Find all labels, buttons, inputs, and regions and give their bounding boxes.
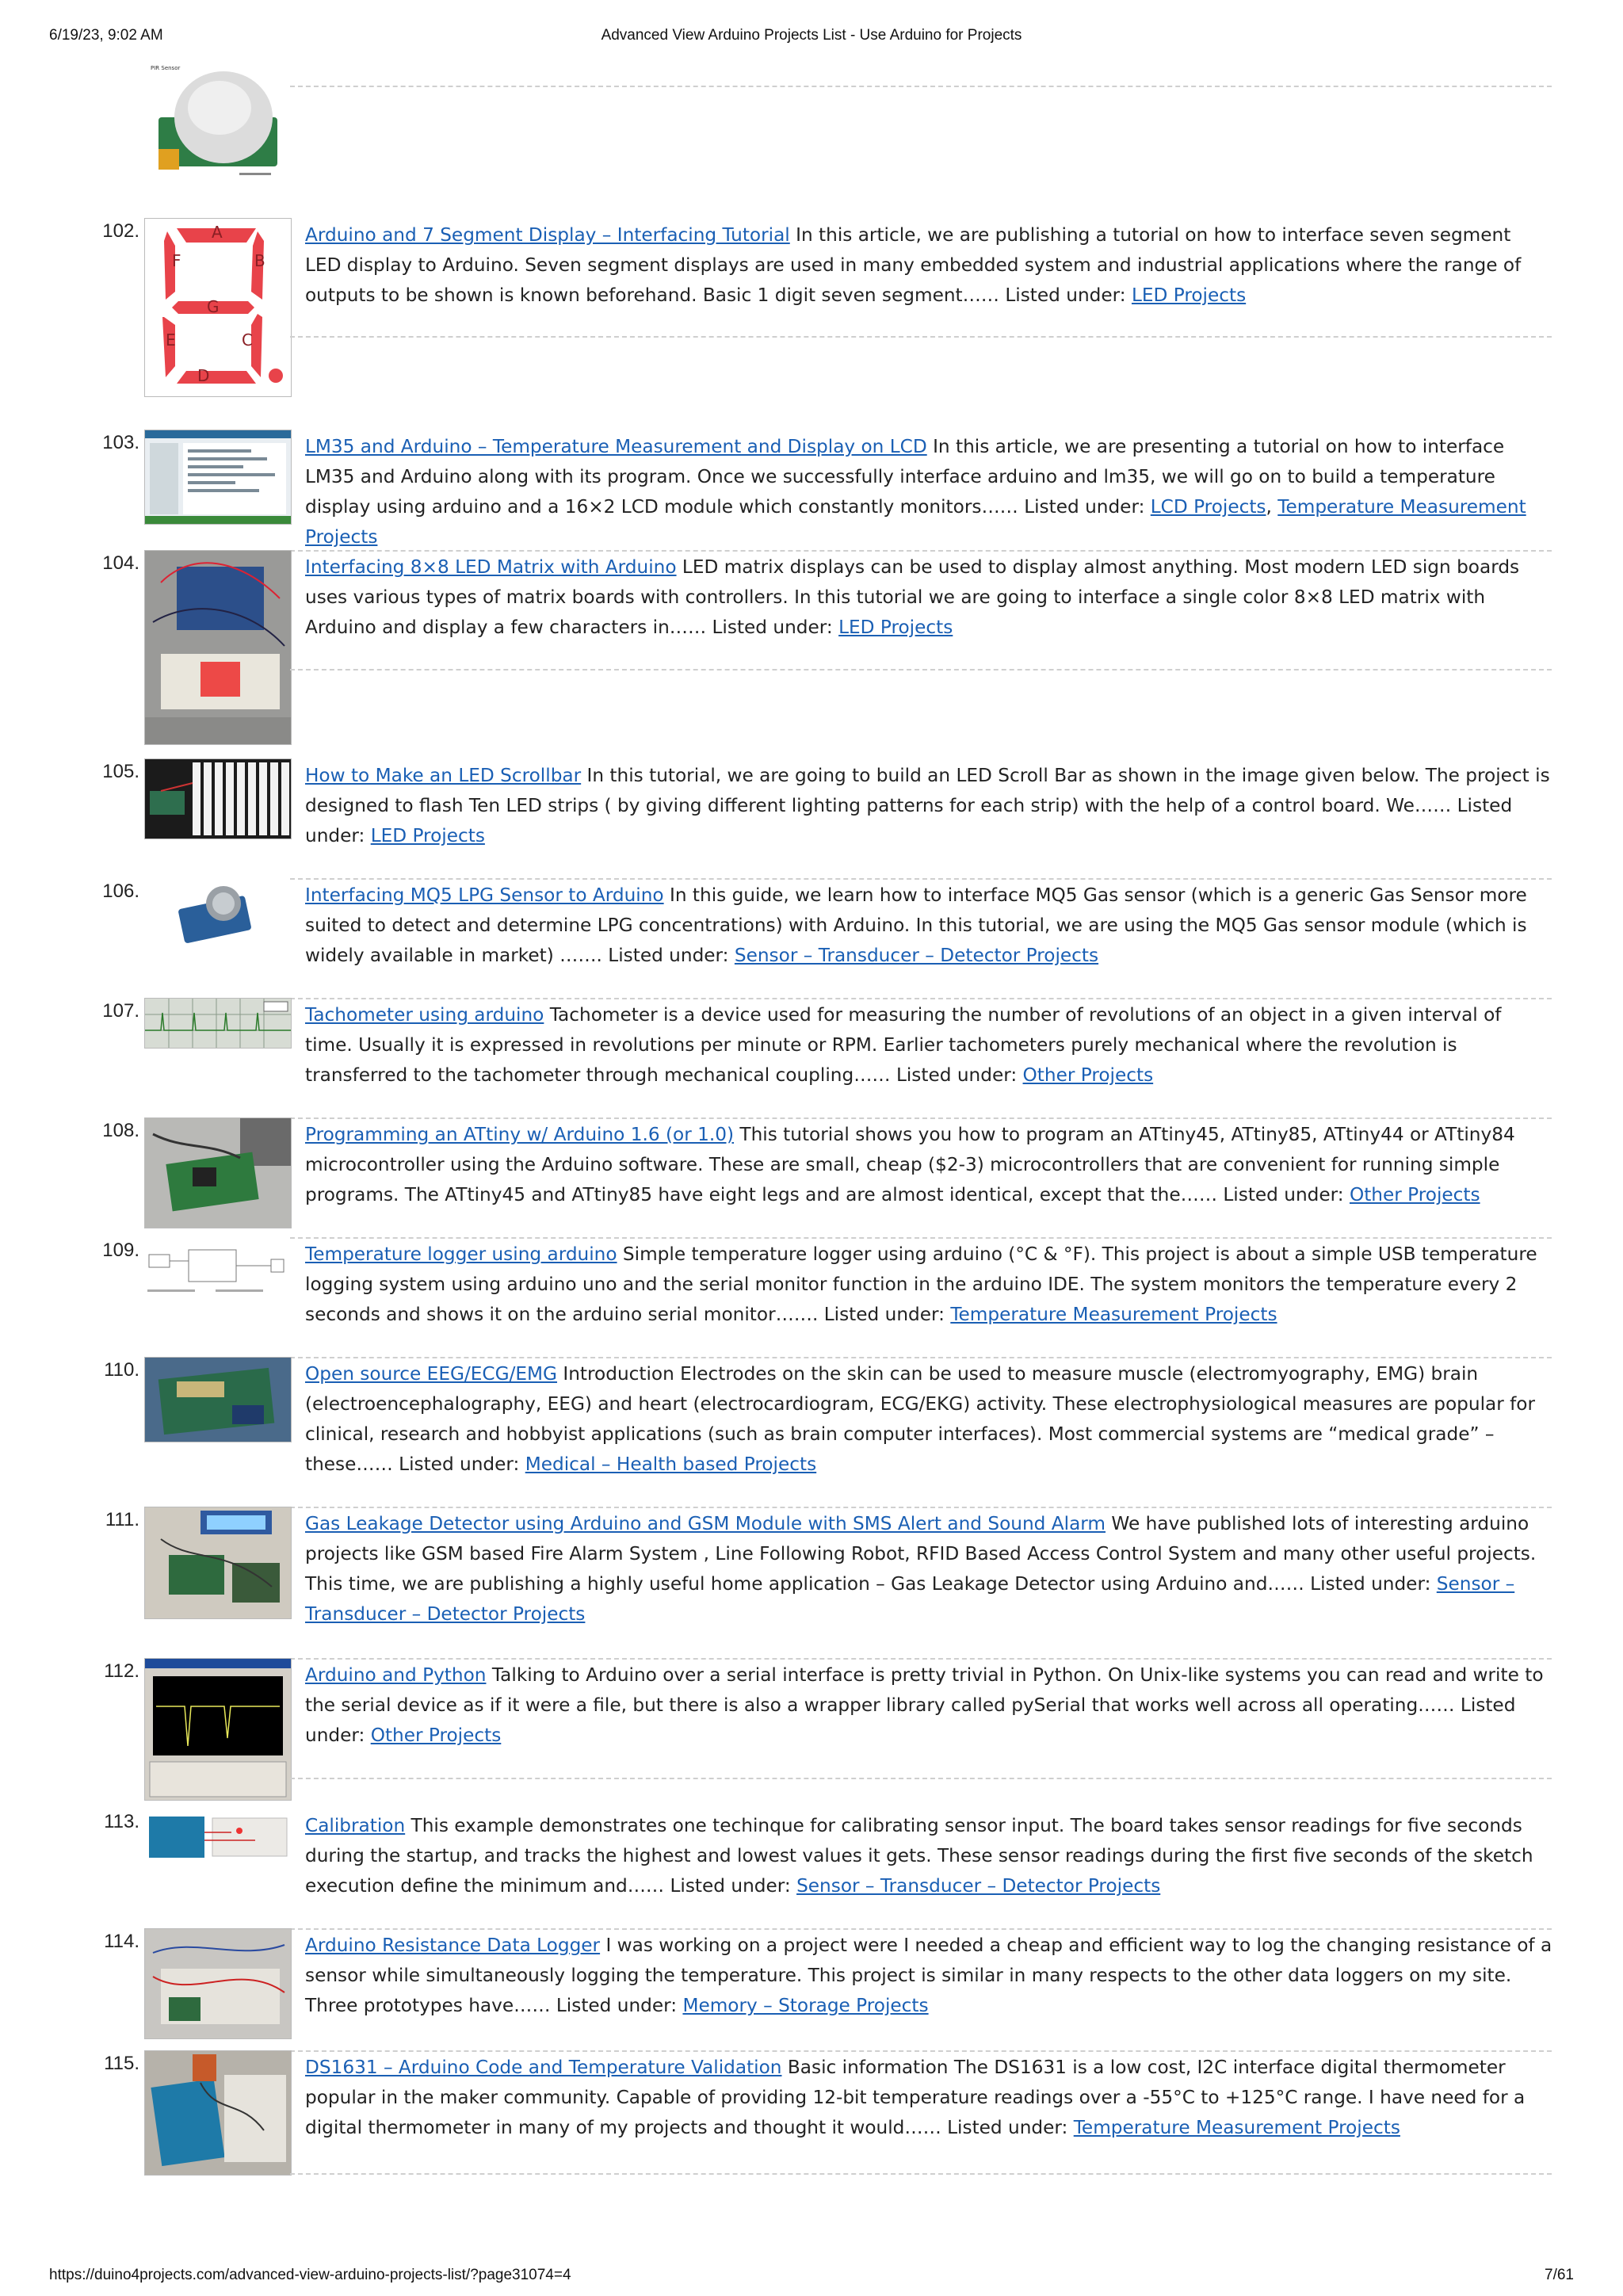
seg-label-f: F — [172, 251, 181, 270]
category-link[interactable]: Other Projects — [370, 1725, 502, 1746]
item-title-link[interactable]: Arduino and 7 Segment Display – Interfacing Tutorial — [305, 224, 790, 246]
seg-label-b: B — [254, 251, 265, 270]
category-link[interactable]: Memory – Storage Projects — [682, 1995, 929, 2016]
print-page-title: Advanced View Arduino Projects List - Use Arduino for Projects — [601, 27, 1022, 44]
ds1631-thumbnail[interactable] — [144, 2050, 292, 2176]
separator — [290, 2050, 1552, 2052]
item-title-link[interactable]: Programming an ATtiny w/ Arduino 1.6 (or 1.0) — [305, 1124, 735, 1145]
calibration-thumbnail[interactable] — [144, 1809, 290, 1866]
category-link[interactable]: Other Projects — [1349, 1184, 1480, 1205]
item-number: 113. — [104, 1811, 139, 1832]
item-number: 110. — [104, 1359, 139, 1381]
resistance-logger-thumbnail[interactable] — [144, 1928, 292, 2039]
item-description: Programming an ATtiny w/ Arduino 1.6 (or 1.0) This tutorial shows you how to program an ATtiny45, ATtiny85, ATtiny44 or ATtiny84 microcontroller using the Arduino software. These are small, cheap ($2-3) microcontrollers that are convenient for running simple programs. The ATtiny45 and ATtiny85 have eight legs and are almost identical, except that the…… Listed under: Other Projects — [305, 1124, 1515, 1205]
category-link[interactable]: Temperature Measurement Projects — [1073, 2117, 1400, 2138]
item-description: Arduino and Python Talking to Arduino over a serial interface is pretty trivial in Python. On Unix-like systems you can read and write to the serial device as if it were a file, but there is also a wrapper library called pySerial that works well across all operating…… Listed under: Other Projects — [305, 1664, 1544, 1746]
seg-label-c: C — [242, 330, 253, 350]
item-description: Gas Leakage Detector using Arduino and GSM Module with SMS Alert and Sound Alarm We have published lots of interesting arduino projects like GSM based Fire Alarm System , Line Following Robot, RFID Based Access Control System and many other useful projects. This time, we are publishing a highly useful home application – Gas Leakage Detector using Arduino and…… Listed under: Sensor – Transducer – Detector Projects — [305, 1513, 1537, 1625]
seg-label-g: G — [207, 297, 220, 316]
separator — [290, 2173, 1552, 2175]
tachometer-thumbnail[interactable] — [144, 998, 292, 1049]
category-link[interactable]: LED Projects — [1131, 285, 1247, 306]
item-title-link[interactable]: Interfacing MQ5 LPG Sensor to Arduino — [305, 884, 664, 906]
item-description: Interfacing 8×8 LED Matrix with Arduino LED matrix displays can be used to display almost anything. Most modern LED sign boards uses various types of matrix boards with controllers. In this tutorial we are going to interface a single color 8×8 LED matrix with Arduino and display a few characters in…… Listed under: LED Projects — [305, 556, 1520, 638]
category-link[interactable]: Other Projects — [1022, 1064, 1154, 1086]
item-title-link[interactable]: Interfacing 8×8 LED Matrix with Arduino — [305, 556, 677, 578]
item-number: 111. — [105, 1509, 139, 1530]
item-description: Calibration This example demonstrates one techinque for calibrating sensor input. The board takes sensor readings for five seconds during the startup, and tracks the highest and lowest values it gets. These sensor readings during the first five seconds of the sketch execution define the minimum and…… Listed under: Sensor – Transducer – Detector Projects — [305, 1815, 1533, 1897]
separator — [290, 669, 1552, 670]
item-description: LM35 and Arduino – Temperature Measurement and Display on LCD In this article, we are presenting a tutorial on how to interface LM35 and Arduino along with its program. Once we successfully interface arduino and lm35, we will go on to build a temperature display using arduino and a 16×2 LCD module which constantly monitors…… Listed under: LCD Projects, Temperature Measurement Projects — [305, 436, 1526, 548]
category-link[interactable]: Temperature Measurement Projects — [950, 1304, 1277, 1325]
item-description: Tachometer using arduino Tachometer is a device used for measuring the number of revolutions of an object in a given interval of time. Usually it is expressed in revolutions per minute or RPM. Earlier tachometers purely mechanical where the revolution is transferred to the tachometer through mechanical coupling…… Listed under: Other Projects — [305, 1004, 1502, 1086]
item-title-link[interactable]: Calibration — [305, 1815, 406, 1836]
item-number: 105. — [102, 761, 139, 782]
item-title-link[interactable]: Temperature logger using arduino — [305, 1244, 617, 1265]
item-description: Open source EEG/ECG/EMG Introduction Electrodes on the skin can be used to measure muscle (electromyography, EMG) brain (electroencephalography, EEG) and heart (electrocardiogram, ECG/EKG) activity. These electrophysiological measures are popular for clinical, research and hobbyist applications (such as brain computer interfaces). Most commercial systems are “medical grade” – these…… Listed under: Medical – Health based Projects — [305, 1363, 1536, 1475]
pir-sensor-thumbnail[interactable] — [144, 62, 290, 190]
seg-label-d: D — [197, 366, 210, 385]
lm35-thumbnail[interactable] — [144, 430, 292, 525]
item-description: DS1631 – Arduino Code and Temperature Validation Basic information The DS1631 is a low cost, I2C interface digital thermometer popular in the maker community. Capable of providing 12-bit temperature readings over a -55°C to +125°C range. I have need for a digital thermometer in many of my projects and thought it would…… Listed under: Temperature Measurement Projects — [305, 2057, 1526, 2138]
temp-logger-thumbnail[interactable] — [144, 1237, 290, 1301]
category-link[interactable]: LCD Projects — [1150, 496, 1266, 518]
seven-segment-thumbnail[interactable] — [144, 218, 292, 397]
item-number: 108. — [102, 1120, 139, 1141]
seg-label-e: E — [166, 330, 176, 350]
item-number: 106. — [102, 881, 139, 902]
item-title-link[interactable]: DS1631 – Arduino Code and Temperature Validation — [305, 2057, 782, 2078]
separator — [290, 1507, 1552, 1508]
separator — [290, 878, 1552, 880]
separator — [290, 1117, 1552, 1119]
print-datetime: 6/19/23, 9:02 AM — [49, 27, 163, 44]
item-title-link[interactable]: How to Make an LED Scrollbar — [305, 765, 582, 786]
category-link[interactable]: LED Projects — [370, 825, 485, 846]
item-description: How to Make an LED Scrollbar In this tutorial, we are going to build an LED Scroll Bar as shown in the image given below. The project is designed to flash Ten LED strips ( by giving different lighting patterns for each strip) with the help of a control board. We…… Listed under: LED Projects — [305, 765, 1550, 846]
python-plot-thumbnail[interactable] — [144, 1658, 292, 1801]
page-url: https://duino4projects.com/advanced-view-arduino-projects-list/?page31074=4 — [49, 2267, 571, 2283]
separator — [290, 86, 1552, 87]
item-number: 109. — [102, 1240, 139, 1261]
item-description: Arduino Resistance Data Logger I was working on a project were I needed a cheap and efficient way to log the changing resistance of a sensor while simultaneously logging the temperature. This project is similar in many respects to the other data loggers on my site. Three prototypes have…… Listed under: Memory – Storage Projects — [305, 1935, 1552, 2016]
mq5-sensor-thumbnail[interactable] — [144, 878, 290, 945]
category-link[interactable]: Sensor – Transducer – Detector Projects — [305, 1573, 1515, 1625]
separator — [290, 1658, 1552, 1660]
category-link[interactable]: Sensor – Transducer – Detector Projects — [796, 1875, 1161, 1897]
seg-label-a: A — [212, 223, 223, 242]
item-title-link[interactable]: Open source EEG/ECG/EMG — [305, 1363, 558, 1385]
eeg-thumbnail[interactable] — [144, 1357, 292, 1442]
category-link[interactable]: Temperature Measurement Projects — [305, 496, 1526, 548]
item-title-link[interactable]: Tachometer using arduino — [305, 1004, 544, 1026]
item-title-link[interactable]: Arduino and Python — [305, 1664, 487, 1686]
category-link[interactable]: Medical – Health based Projects — [525, 1454, 817, 1475]
attiny-thumbnail[interactable] — [144, 1117, 292, 1228]
item-description: Interfacing MQ5 LPG Sensor to Arduino In this guide, we learn how to interface MQ5 Gas sensor (which is a generic Gas Sensor more suited to detect and determine LPG concentrations) with Arduino. In this tutorial, we are using the MQ5 Gas sensor module (which is widely available in market) ……. Listed under: Sensor – Transducer – Detector Projects — [305, 884, 1527, 966]
separator — [290, 1778, 1552, 1779]
led-matrix-thumbnail[interactable] — [144, 550, 292, 745]
item-number: 112. — [104, 1660, 139, 1682]
separator — [290, 1357, 1552, 1358]
separator — [290, 550, 1552, 552]
category-link[interactable]: LED Projects — [838, 617, 953, 638]
item-title-link[interactable]: Arduino Resistance Data Logger — [305, 1935, 601, 1956]
gas-leakage-thumbnail[interactable] — [144, 1507, 292, 1619]
item-description: Temperature logger using arduino Simple temperature logger using arduino (°C & °F). This project is about a simple USB temperature logging system using arduino uno and the serial monitor function in the arduino IDE. The system monitors the temperature every 2 seconds and shows it on the arduino serial monitor……. Listed under: Temperature Measurement Projects — [305, 1244, 1537, 1325]
item-number: 103. — [102, 432, 139, 453]
led-scrollbar-thumbnail[interactable] — [144, 758, 292, 839]
separator — [290, 1928, 1552, 1930]
item-number: 107. — [102, 1000, 139, 1022]
item-number: 102. — [102, 220, 139, 242]
separator — [290, 1237, 1552, 1239]
item-number: 114. — [104, 1931, 139, 1952]
item-number: 104. — [102, 552, 139, 574]
category-link[interactable]: Sensor – Transducer – Detector Projects — [734, 945, 1099, 966]
thumb-caption: PIR Sensor — [151, 65, 181, 71]
page-number: 7/61 — [1545, 2267, 1574, 2283]
item-title-link[interactable]: Gas Leakage Detector using Arduino and GSM Module with SMS Alert and Sound Alarm — [305, 1513, 1106, 1534]
item-description: Arduino and 7 Segment Display – Interfacing Tutorial In this article, we are publishing a tutorial on how to interface seven segment LED display to Arduino. Seven segment displays are used in many embedded system and industrial applications where the range of outputs to be shown is known beforehand. Basic 1 digit seven segment…… Listed under: LED Projects — [305, 224, 1522, 306]
item-number: 115. — [104, 2053, 139, 2074]
separator — [290, 336, 1552, 338]
print-footer — [49, 2267, 1574, 2290]
item-title-link[interactable]: LM35 and Arduino – Temperature Measurement and Display on LCD — [305, 436, 927, 457]
separator — [290, 998, 1552, 999]
